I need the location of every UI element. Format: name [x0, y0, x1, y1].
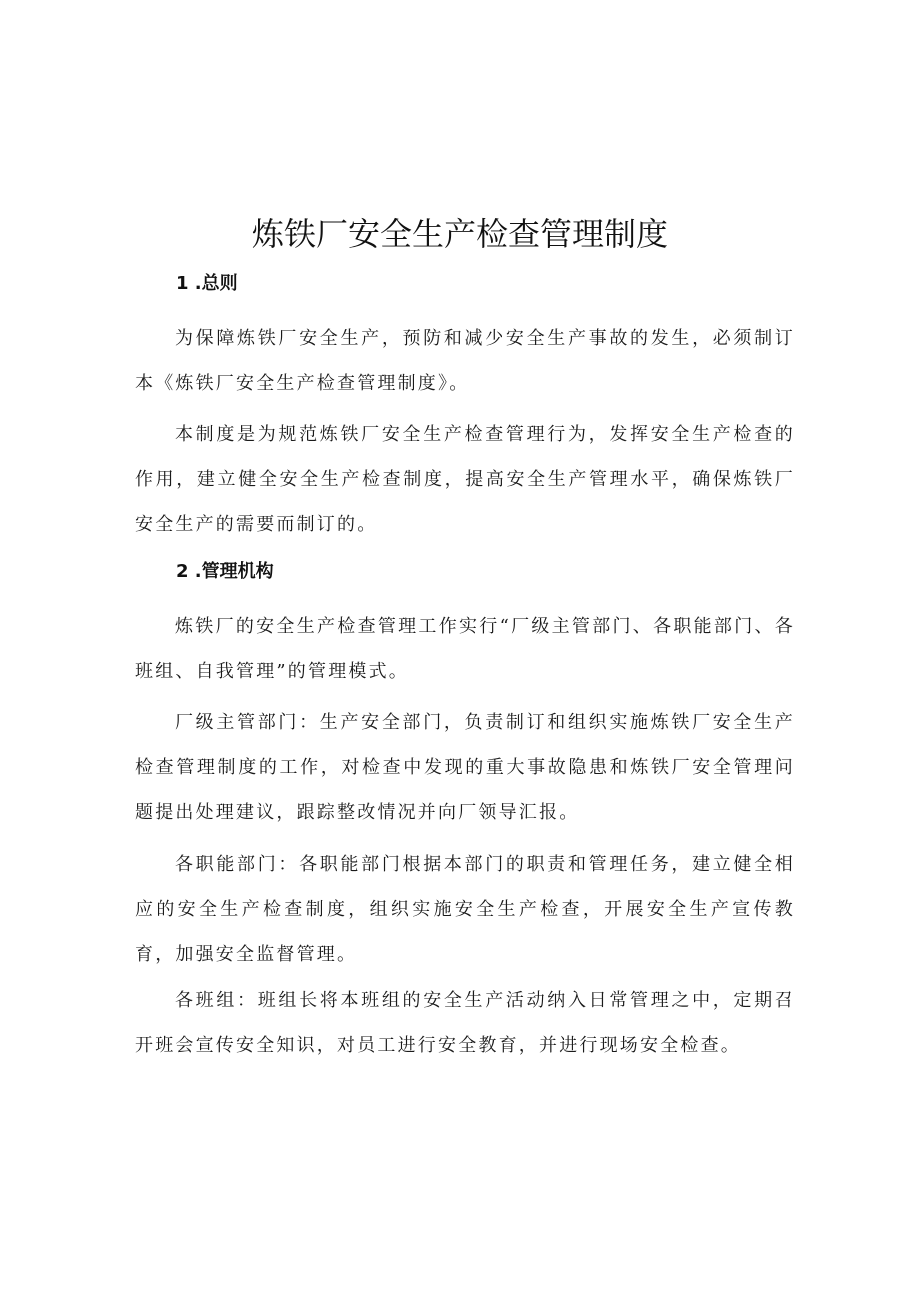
- section-heading-general: 1 .总则: [176, 273, 238, 294]
- section-heading-organization: 2 .管理机构: [176, 561, 274, 582]
- paragraph-purpose: 为保障炼铁厂安全生产，预防和减少安全生产事故的发生，必须制订本《炼铁厂安全生产检查管理制度》。: [135, 328, 795, 394]
- paragraph-factory-department: 厂级主管部门：生产安全部门，负责制订和组织实施炼铁厂安全生产检查管理制度的工作，对检查中发现的重大事故隐患和炼铁厂安全管理问题提出处理建议，跟踪整改情况并向厂领导汇报。: [135, 712, 795, 823]
- paragraph-functional-departments: 各职能部门：各职能部门根据本部门的职责和管理任务，建立健全相应的安全生产检查制度，组织实施安全生产检查，开展安全生产宣传教育，加强安全监督管理。: [135, 854, 795, 965]
- paragraph-scope: 本制度是为规范炼铁厂安全生产检查管理行为，发挥安全生产检查的作用，建立健全安全生产检查制度，提高安全生产管理水平，确保炼铁厂安全生产的需要而制订的。: [135, 424, 795, 535]
- paragraph-management-mode: 炼铁厂的安全生产检查管理工作实行“厂级主管部门、各职能部门、各班组、自我管理”的管理模式。: [135, 616, 795, 682]
- paragraph-teams: 各班组：班组长将本班组的安全生产活动纳入日常管理之中，定期召开班会宣传安全知识，对员工进行安全教育，并进行现场安全检查。: [135, 990, 795, 1056]
- document-title: 炼铁厂安全生产检查管理制度: [251, 215, 668, 253]
